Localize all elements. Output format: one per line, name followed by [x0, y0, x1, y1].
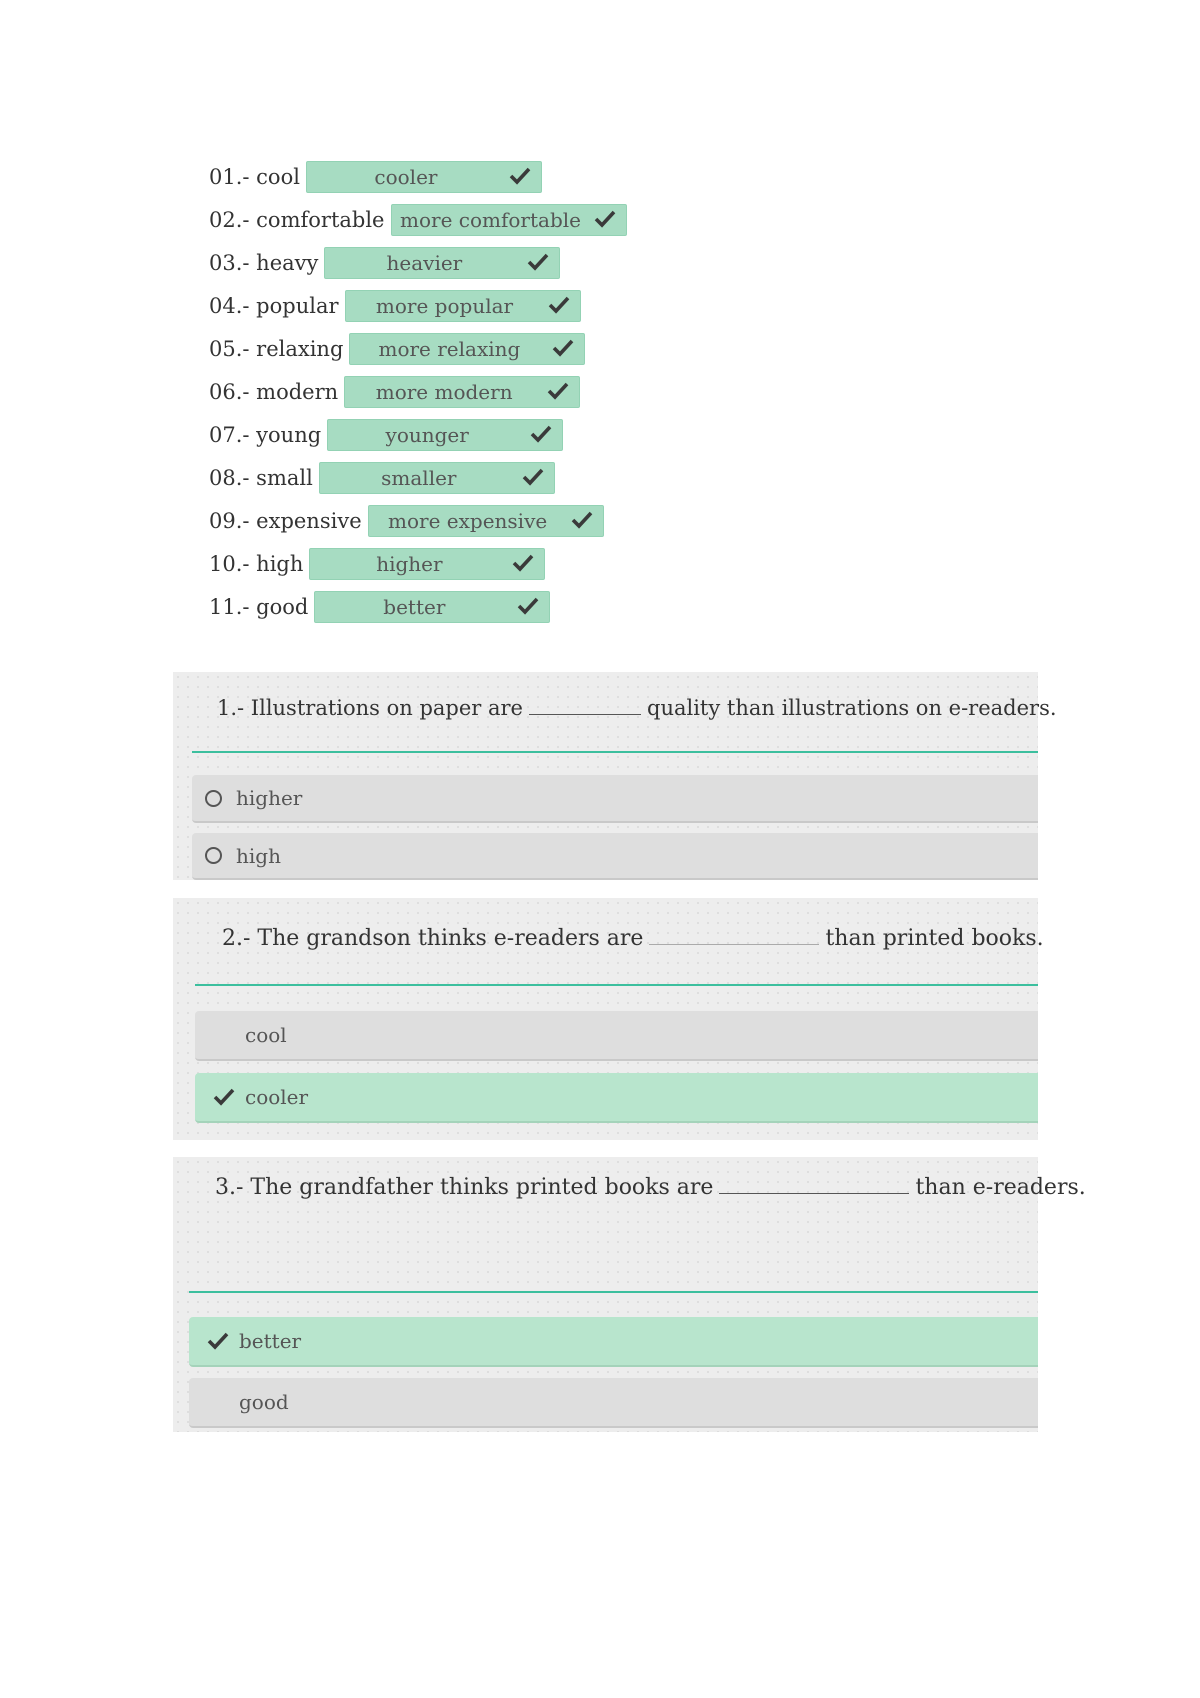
option-label: cool	[245, 1023, 287, 1047]
answer-field[interactable]	[349, 333, 585, 365]
base-word: 11.- good	[209, 594, 309, 619]
option-higher[interactable]	[192, 775, 1038, 823]
option-label: better	[239, 1329, 302, 1353]
answer-text: more modern	[375, 379, 513, 404]
base-word: 06.- modern	[209, 379, 339, 404]
check-icon	[512, 553, 534, 573]
base-word: 09.- expensive	[209, 508, 362, 533]
question-text-before: 1.- Illustrations on paper are	[217, 696, 523, 720]
question-text	[215, 1175, 1086, 1200]
check-icon	[547, 381, 569, 401]
base-word: 07.- young	[209, 422, 322, 447]
check-icon	[517, 596, 539, 616]
answer-field[interactable]	[391, 204, 627, 236]
list-item	[209, 284, 627, 327]
answer-blank	[719, 1192, 909, 1194]
base-word: 03.- heavy	[209, 250, 319, 275]
option-label: higher	[236, 786, 303, 810]
answer-text: higher	[376, 551, 443, 576]
answer-field[interactable]	[309, 548, 545, 580]
answer-text: more comfortable	[400, 207, 581, 232]
list-item	[209, 413, 627, 456]
answer-text: smaller	[381, 465, 457, 490]
divider	[195, 984, 1038, 986]
base-word: 01.- cool	[209, 164, 300, 189]
answer-text: younger	[385, 422, 469, 447]
divider	[192, 751, 1038, 753]
answer-text: cooler	[374, 164, 438, 189]
list-item	[209, 542, 627, 585]
question-card-3	[173, 1157, 1086, 1432]
question-card-2	[173, 898, 1044, 1140]
list-item	[209, 241, 627, 284]
list-item	[209, 456, 627, 499]
option-label: good	[239, 1390, 289, 1414]
answer-field[interactable]	[306, 161, 542, 193]
question-text-before: 2.- The grandson thinks e-readers are	[222, 926, 644, 951]
divider	[189, 1291, 1038, 1293]
radio-button[interactable]	[205, 847, 222, 864]
check-icon	[594, 209, 616, 229]
answer-blank	[529, 713, 641, 715]
list-item	[209, 155, 627, 198]
comparatives-list	[209, 155, 627, 628]
check-icon	[552, 338, 574, 358]
radio-button[interactable]	[205, 790, 222, 807]
answer-text: more relaxing	[378, 336, 521, 361]
check-icon	[207, 1331, 229, 1351]
question-text	[217, 696, 1057, 720]
answer-field[interactable]	[345, 290, 581, 322]
answer-field[interactable]	[368, 505, 604, 537]
answer-field[interactable]	[327, 419, 563, 451]
option-label: cooler	[245, 1085, 309, 1109]
answer-field[interactable]	[319, 462, 555, 494]
answer-text: heavier	[386, 250, 463, 275]
check-icon	[571, 510, 593, 530]
list-item	[209, 585, 627, 628]
check-icon	[509, 166, 531, 186]
base-word: 04.- popular	[209, 293, 339, 318]
answer-field[interactable]	[344, 376, 580, 408]
option-label: high	[236, 843, 281, 868]
list-item	[209, 198, 627, 241]
answer-field[interactable]	[324, 247, 560, 279]
list-item	[209, 499, 627, 542]
question-card-1	[173, 672, 1057, 880]
option-cool[interactable]	[195, 1011, 1038, 1061]
answer-text: more expensive	[388, 508, 548, 533]
option-high[interactable]	[192, 833, 1038, 880]
base-word: 02.- comfortable	[209, 207, 385, 232]
question-text-after: than e-readers.	[915, 1175, 1086, 1200]
answer-field[interactable]	[314, 591, 550, 623]
list-item	[209, 370, 627, 413]
answer-text: better	[383, 594, 446, 619]
option-good[interactable]	[189, 1378, 1038, 1428]
check-icon	[213, 1087, 235, 1107]
check-icon	[527, 252, 549, 272]
question-text	[222, 926, 1044, 951]
base-word: 08.- small	[209, 465, 313, 490]
option-cooler[interactable]	[195, 1073, 1038, 1123]
list-item	[209, 327, 627, 370]
question-text-before: 3.- The grandfather thinks printed books are	[215, 1175, 714, 1200]
base-word: 05.- relaxing	[209, 336, 344, 361]
check-icon	[548, 295, 570, 315]
base-word: 10.- high	[209, 551, 304, 576]
answer-blank	[649, 943, 819, 945]
answer-text: more popular	[375, 293, 514, 318]
question-text-after: quality than illustrations on e-readers.	[647, 696, 1057, 720]
check-icon	[522, 467, 544, 487]
option-better[interactable]	[189, 1317, 1038, 1367]
check-icon	[530, 424, 552, 444]
question-text-after: than printed books.	[825, 926, 1044, 951]
